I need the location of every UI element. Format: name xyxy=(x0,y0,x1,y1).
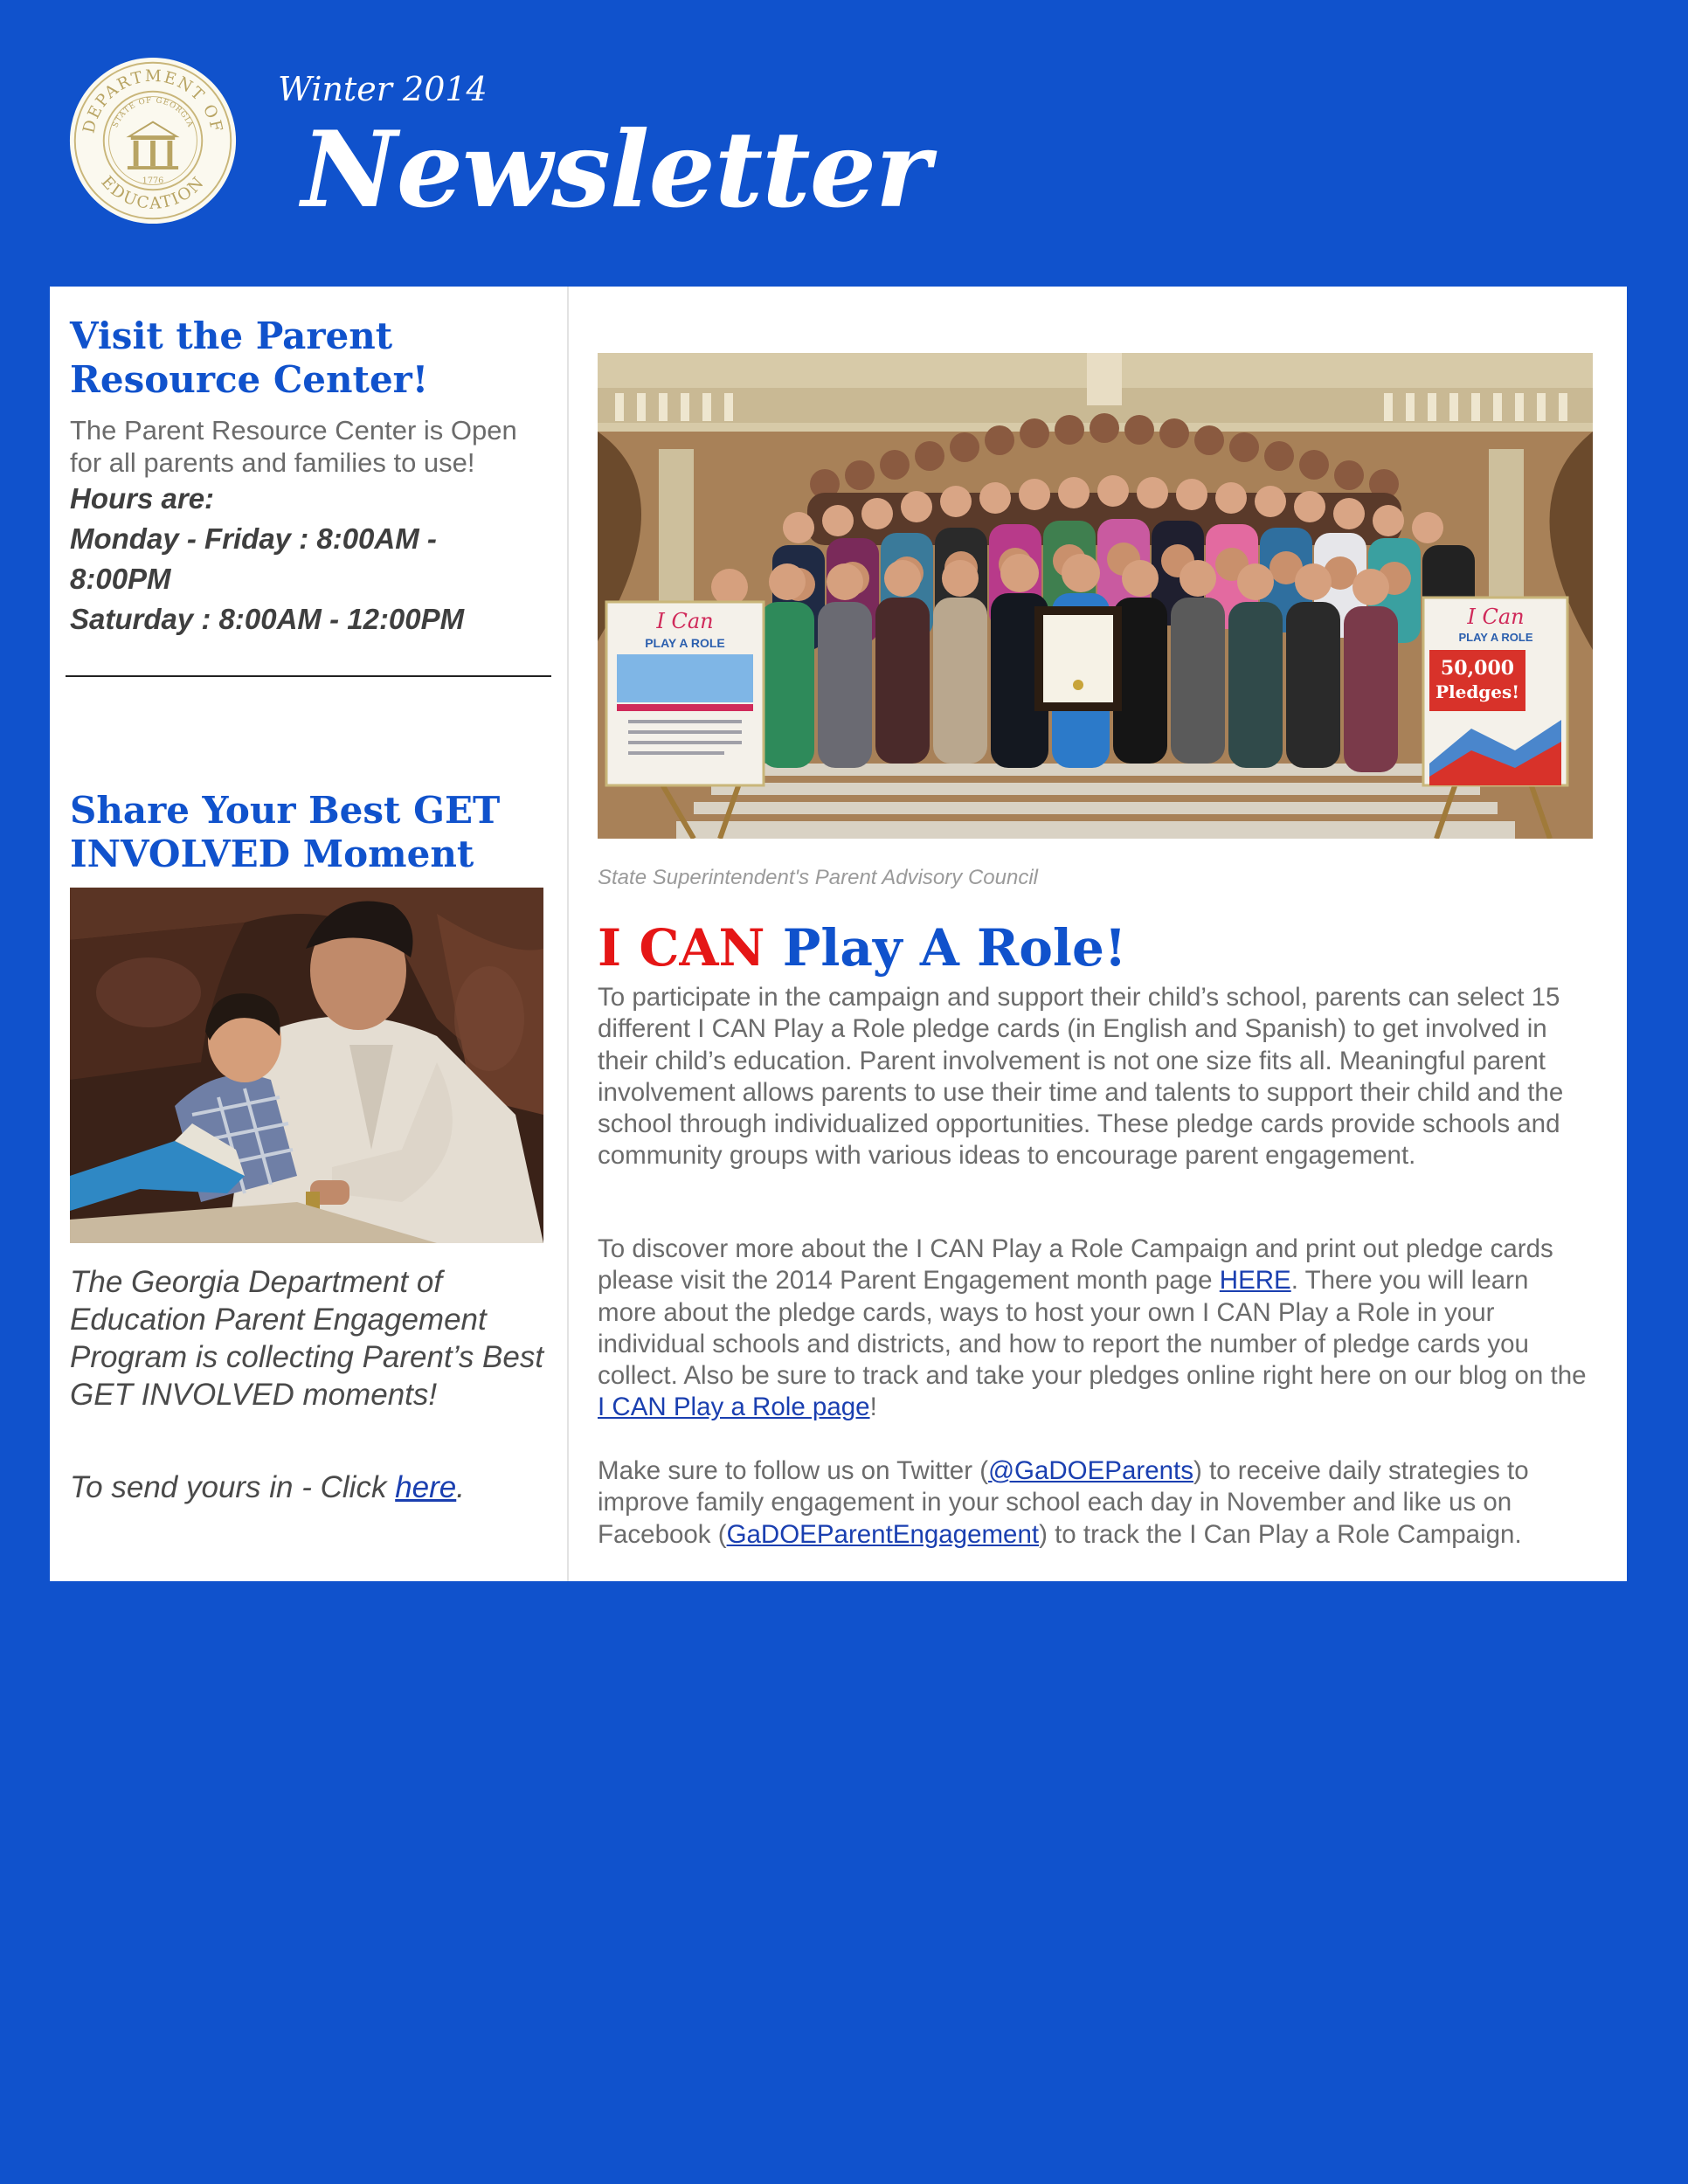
send-prefix: To send yours in - Click xyxy=(70,1470,396,1504)
p3-text-c: ) to track the I Can Play a Role Campaign. xyxy=(1039,1519,1522,1549)
svg-text:I Can: I Can xyxy=(1467,605,1525,629)
send-instruction xyxy=(70,1469,550,1506)
hours-label: Hours are: xyxy=(70,482,215,515)
issue-date: Winter 2014 xyxy=(278,70,488,108)
svg-text:50,000: 50,000 xyxy=(1440,657,1515,680)
svg-text:Pledges!: Pledges! xyxy=(1435,681,1520,702)
svg-text:DEPARTMENT OF: DEPARTMENT OF xyxy=(80,66,226,135)
twitter-link[interactable]: @GaDOEParents xyxy=(988,1456,1193,1485)
svg-text:PLAY A ROLE: PLAY A ROLE xyxy=(1458,631,1533,644)
campaign-paragraph-1: To participate in the campaign and support their child’s school, parents can select 15 different I CAN Play a Role pledge cards (in English and Spanish) to get involved in their child’s education. Parent involvement is not one size fits all. Meaningful parent involvement allows parents to use their time and talents to support their child and the school through individualized opportunities. These pledge cards provide schools and community groups with various ideas to encourage parent engagement. xyxy=(598,983,1564,1171)
campaign-heading-blue: Play A Role! xyxy=(764,918,1127,978)
photo-caption: State Superintendent's Parent Advisory Council xyxy=(598,866,1038,889)
advisory-council-group-photo xyxy=(598,353,1593,839)
send-suffix: . xyxy=(456,1470,465,1504)
svg-text:1776: 1776 xyxy=(142,176,164,186)
hours-weekday-end: 8:00PM xyxy=(70,563,171,595)
p2-text-a: To discover more about the I CAN Play a Role Campaign and print out pledge cards please visit the 2014 Parent Engagement month page xyxy=(598,1234,1553,1296)
education-seal-logo xyxy=(68,56,238,225)
resource-center-heading: Visit the Parent Resource Center! xyxy=(70,314,429,401)
p2-text-c: ! xyxy=(869,1393,877,1422)
campaign-heading xyxy=(598,917,1594,978)
p3-text-b: ) to receive daily strategies to improve family engagement in your school each day in November and like us on Facebook ( xyxy=(598,1456,1529,1549)
resource-center-hours xyxy=(70,479,550,639)
share-body-text: The Georgia Department of Education Parent Engagement Program is collecting Parent’s Best GET INVOLVED moments! xyxy=(70,1265,544,1412)
play-a-role-page-link[interactable]: I CAN Play a Role page xyxy=(598,1393,870,1422)
masthead-title: Newsletter xyxy=(301,108,930,232)
parent-engagement-month-link[interactable]: HERE xyxy=(1219,1266,1291,1296)
p3-text-a: Make sure to follow us on Twitter ( xyxy=(598,1456,989,1485)
p2-text-b: . There you will learn more about the pledge cards, ways to host your own I CAN Play a Role in your individual schools and districts, and how to report the number of pledge cards you collect. Also be sure to track and take your pledges online right here on our blog on the xyxy=(598,1266,1587,1391)
campaign-paragraph-3 xyxy=(598,1455,1594,1551)
svg-text:I Can: I Can xyxy=(656,609,714,633)
svg-text:STATE OF GEORGIA: STATE OF GEORGIA xyxy=(111,96,195,129)
hours-weekday: Monday - Friday : 8:00AM - xyxy=(70,522,437,555)
svg-text:PLAY A ROLE: PLAY A ROLE xyxy=(645,636,725,650)
campaign-heading-red: I CAN xyxy=(598,918,765,978)
resource-center-body: The Parent Resource Center is Open for all parents and families to use! xyxy=(70,415,517,478)
facebook-link[interactable]: GaDOEParentEngagement xyxy=(726,1519,1040,1549)
campaign-paragraph-2 xyxy=(598,1234,1594,1424)
column-divider xyxy=(567,287,569,1581)
send-here-link[interactable]: here xyxy=(395,1470,457,1504)
hours-saturday: Saturday : 8:00AM - 12:00PM xyxy=(70,603,465,635)
share-heading: Share Your Best GET INVOLVED Moment xyxy=(70,789,501,875)
section-divider xyxy=(66,675,551,677)
father-son-reading-photo xyxy=(70,888,543,1243)
svg-text:EDUCATION: EDUCATION xyxy=(97,172,209,213)
